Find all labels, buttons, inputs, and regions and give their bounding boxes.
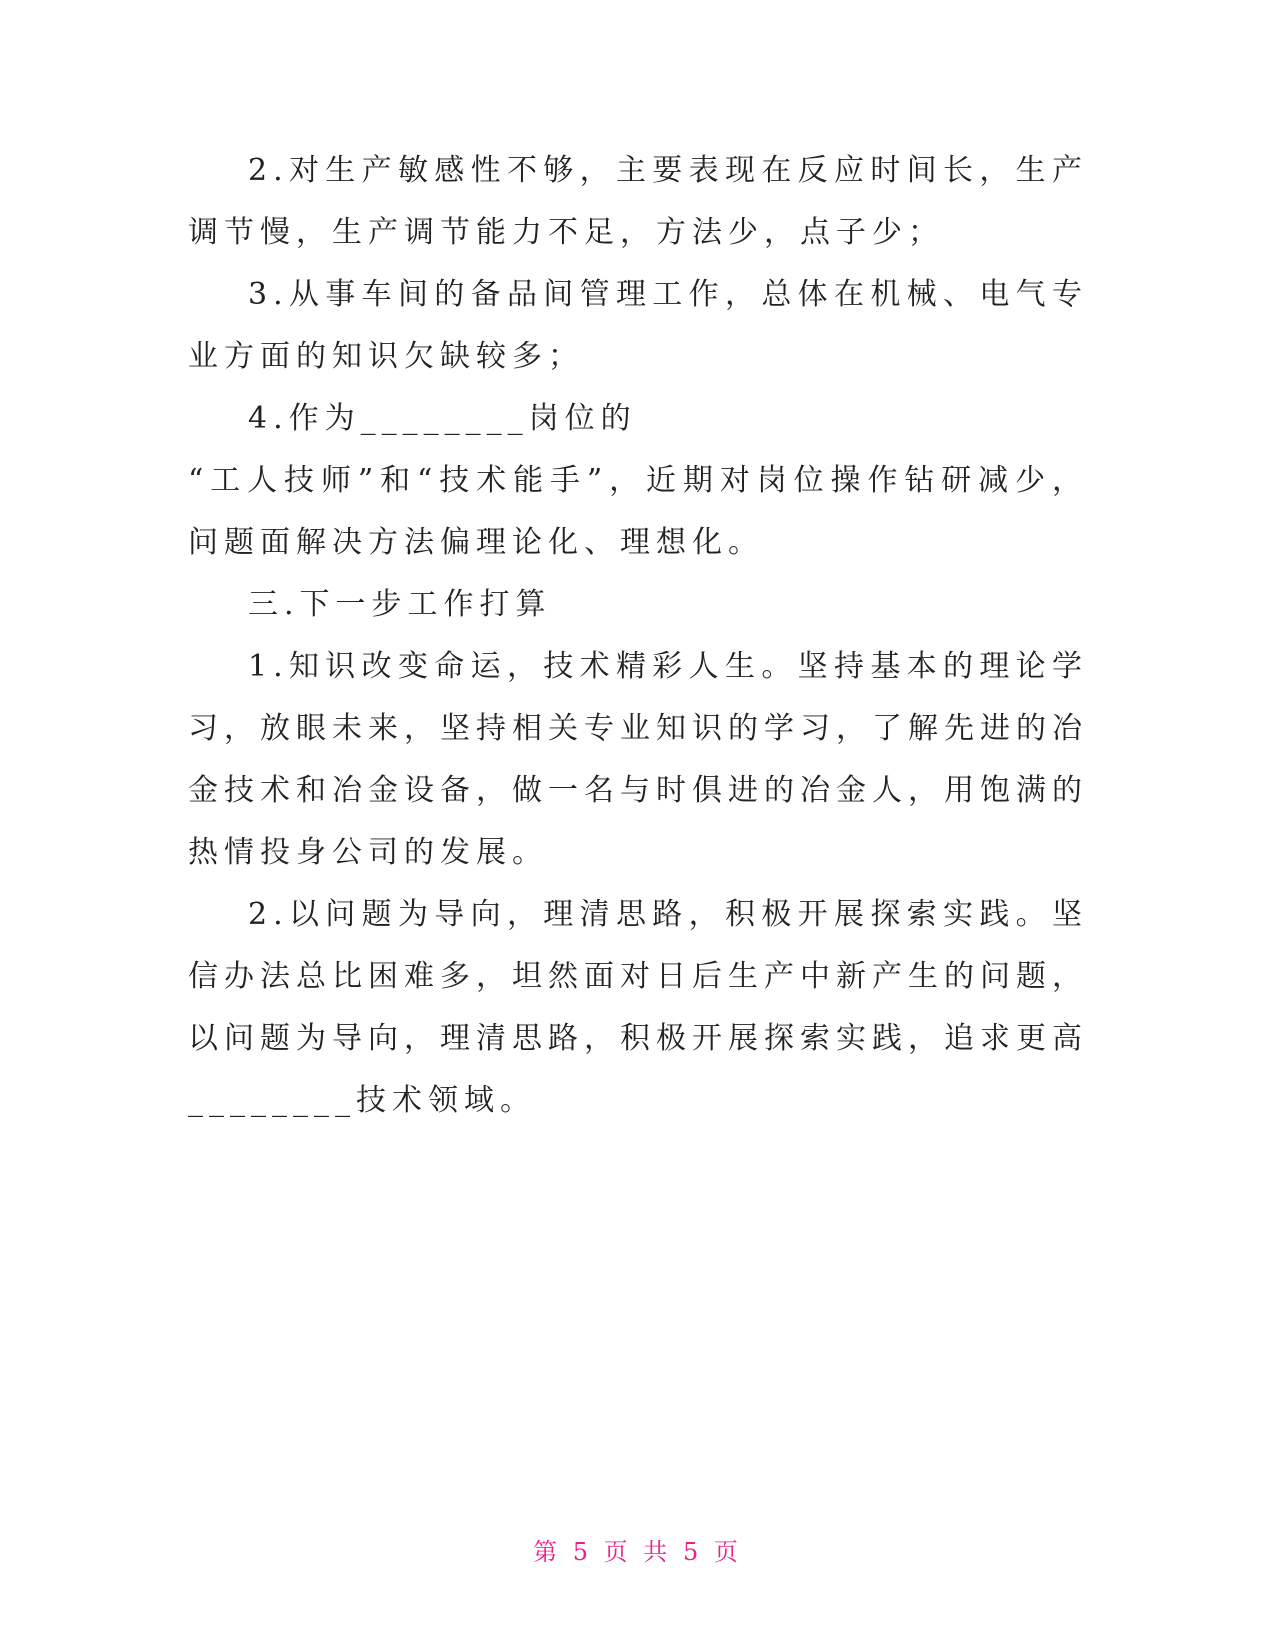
section-heading-next-steps: 三.下一步工作打算 xyxy=(248,587,552,622)
plan-item-1: 1.知识改变命运，技术精彩人生。坚持基本的理论学习，放眼未来，坚持相关专业知识的学习，了解先进的冶金技术和冶金设备，做一名与时俱进的冶金人，用饱满的热情投身公司的发展。 xyxy=(188,649,1088,870)
page-footer: 第 5 页 共 5 页 xyxy=(533,1538,742,1566)
plan-item-2: 2.以问题为导向，理清思路，积极开展探索实践。坚信办法总比困难多，坦然面对日后生产中新产生的问题，以问题为导向，理清思路，积极开展探索实践，追求更高________技术领域。 xyxy=(188,897,1088,1118)
paragraph-item-4: 4.作为________岗位的 xyxy=(248,401,637,436)
paragraph-item-3: 3.从事车间的备品间管理工作，总体在机械、电气专业方面的知识欠缺较多； xyxy=(188,277,1088,374)
paragraph-item-2: 2.对生产敏感性不够，主要表现在反应时间长，生产调节慢，生产调节能力不足，方法少，点子少； xyxy=(188,153,1088,250)
document-body xyxy=(188,140,1088,1132)
paragraph-item-4-continued: “工人技师”和“技术能手”，近期对岗位操作钻研减少，问题面解决方法偏理论化、理想化。 xyxy=(188,463,1088,560)
